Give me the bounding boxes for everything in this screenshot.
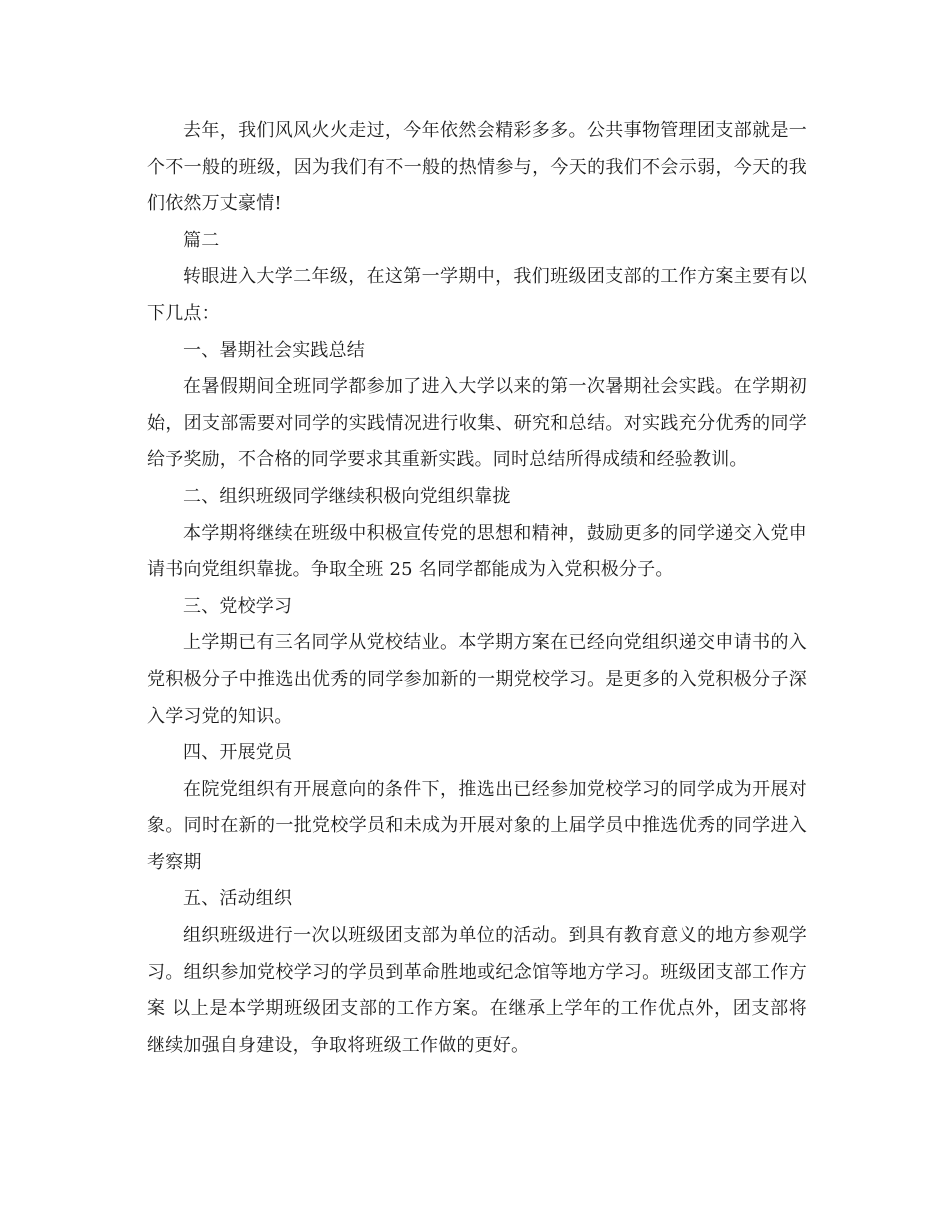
paragraph-party-school: 上学期已有三名同学从党校结业。本学期方案在已经向党组织递交申请书的入党积极分子中推选出优秀的同学参加新的一期党校学习。是更多的入党积极分子深入学习党的知识。	[147, 632, 807, 727]
document-body	[147, 113, 807, 1064]
paragraph-intro: 转眼进入大学二年级，在这第一学期中，我们班级团支部的工作方案主要有以下几点：	[147, 266, 807, 324]
paragraph-last-year: 去年，我们风风火火走过，今年依然会精彩多多。公共事物管理团支部就是一个不一般的班级，因为我们有不一般的热情参与，今天的我们不会示弱，今天的我们依然万丈豪情!	[147, 120, 807, 215]
paragraph-party-organization: 本学期将继续在班级中积极宣传党的思想和精神，鼓励更多的同学递交入党申请书向党组织靠拢。争取全班 25 名同学都能成为入党积极分子。	[147, 522, 807, 581]
heading-party-school: 三、党校学习	[183, 595, 293, 617]
heading-develop-members: 四、开展党员	[183, 742, 293, 764]
heading-party-organization: 二、组织班级同学继续积极向党组织靠拢	[183, 485, 511, 507]
heading-activities: 五、活动组织	[183, 888, 293, 910]
paragraph-activities: 组织班级进行一次以班级团支部为单位的活动。到具有教育意义的地方参观学习。组织参加党校学习的学员到革命胜地或纪念馆等地方学习。班级团支部工作方案 以上是本学期班级团支部的工作方案。在继承上学年的工作优点外，团支部将继续加强自身建设，争取将班级工作做的更好。	[147, 925, 807, 1056]
paragraph-develop-members: 在院党组织有开展意向的条件下，推选出已经参加党校学习的同学成为开展对象。同时在新的一批党校学员和未成为开展对象的上届学员中推选优秀的同学进入考察期	[147, 778, 807, 873]
paragraph-summer-practice: 在暑假期间全班同学都参加了进入大学以来的第一次暑期社会实践。在学期初始，团支部需要对同学的实践情况进行收集、研究和总结。对实践充分优秀的同学给予奖励，不合格的同学要求其重新实践。同时总结所得成绩和经验教训。	[147, 376, 807, 471]
heading-summer-practice: 一、暑期社会实践总结	[183, 339, 365, 361]
section-heading-part-two: 篇二	[183, 229, 220, 251]
